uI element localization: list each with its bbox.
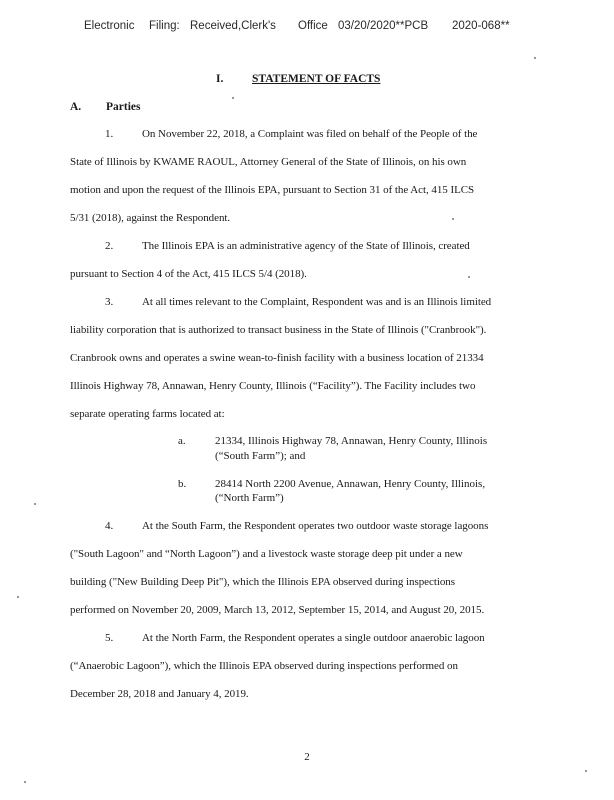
list-item-line: (“South Farm”); and	[215, 450, 306, 462]
section-number: I.	[216, 73, 224, 85]
paragraph-line: Cranbrook owns and operates a swine wean-to-finish facility with a business location of 21334	[70, 352, 484, 364]
paragraph-line: At all times relevant to the Complaint, Respondent was and is an Illinois limited	[142, 296, 492, 308]
header-docket: 2020-068**	[452, 20, 510, 32]
list-item-line: 21334, Illinois Highway 78, Annawan, Henry County, Illinois	[215, 435, 488, 447]
page-number: 2	[304, 751, 310, 763]
scan-speck	[34, 503, 36, 505]
subsection-title: Parties	[106, 101, 141, 113]
paragraph-line: motion and upon the request of the Illinois EPA, pursuant to Section 31 of the Act, 415 ILCS	[70, 184, 475, 196]
scan-speck	[24, 781, 26, 783]
list-item-line: (“North Farm”)	[215, 492, 284, 504]
scan-speck	[17, 596, 19, 598]
list-item-letter: b.	[178, 478, 187, 490]
paragraph-line: State of Illinois by KWAME RAOUL, Attorney General of the State of Illinois, on his own	[70, 156, 467, 168]
header-received: Received,Clerk's	[190, 20, 276, 32]
scan-speck	[585, 770, 587, 772]
list-item-letter: a.	[178, 435, 186, 447]
paragraph-number: 5.	[105, 632, 114, 644]
paragraph-line: (“Anaerobic Lagoon”), which the Illinois EPA observed during inspections performed on	[70, 660, 458, 672]
paragraph-line: 5/31 (2018), against the Respondent.	[70, 212, 231, 224]
paragraph-line: The Illinois EPA is an administrative agency of the State of Illinois, created	[142, 240, 470, 252]
paragraph-line: At the South Farm, the Respondent operates two outdoor waste storage lagoons	[142, 520, 489, 532]
paragraph-number: 1.	[105, 128, 114, 140]
paragraph-number: 3.	[105, 296, 114, 308]
paragraph-line: building ("New Building Deep Pit"), which the Illinois EPA observed during inspections	[70, 576, 455, 588]
paragraph-line: On November 22, 2018, a Complaint was filed on behalf of the People of the	[142, 128, 478, 140]
paragraph-number: 2.	[105, 240, 114, 252]
paragraph-line: performed on November 20, 2009, March 13, 2012, September 15, 2014, and August 20, 2015.	[70, 604, 485, 616]
scan-speck	[232, 97, 234, 99]
paragraph-line: Illinois Highway 78, Annawan, Henry County, Illinois (“Facility”). The Facility includes two	[70, 380, 476, 392]
filing-header	[0, 20, 614, 36]
paragraph-line: liability corporation that is authorized to transact business in the State of Illinois ("Cranbrook").	[70, 324, 487, 336]
paragraph-line: December 28, 2018 and January 4, 2019.	[70, 688, 249, 700]
scan-speck	[452, 218, 454, 220]
paragraph-number: 4.	[105, 520, 114, 532]
header-electronic: Electronic	[84, 20, 135, 32]
scan-speck	[468, 276, 470, 278]
list-item-line: 28414 North 2200 Avenue, Annawan, Henry County, Illinois,	[215, 478, 486, 490]
header-date: 03/20/2020**PCB	[338, 20, 429, 32]
header-filing: Filing:	[149, 20, 180, 32]
header-office: Office	[298, 20, 328, 32]
section-title: STATEMENT OF FACTS	[252, 73, 381, 85]
paragraph-line: ("South Lagoon" and “North Lagoon”) and a livestock waste storage deep pit under a new	[70, 548, 463, 560]
subsection-letter: A.	[70, 101, 82, 113]
paragraph-line: At the North Farm, the Respondent operates a single outdoor anaerobic lagoon	[142, 632, 485, 644]
paragraph-line: separate operating farms located at:	[70, 408, 225, 420]
scan-speck	[534, 57, 536, 59]
paragraph-line: pursuant to Section 4 of the Act, 415 ILCS 5/4 (2018).	[70, 268, 307, 280]
